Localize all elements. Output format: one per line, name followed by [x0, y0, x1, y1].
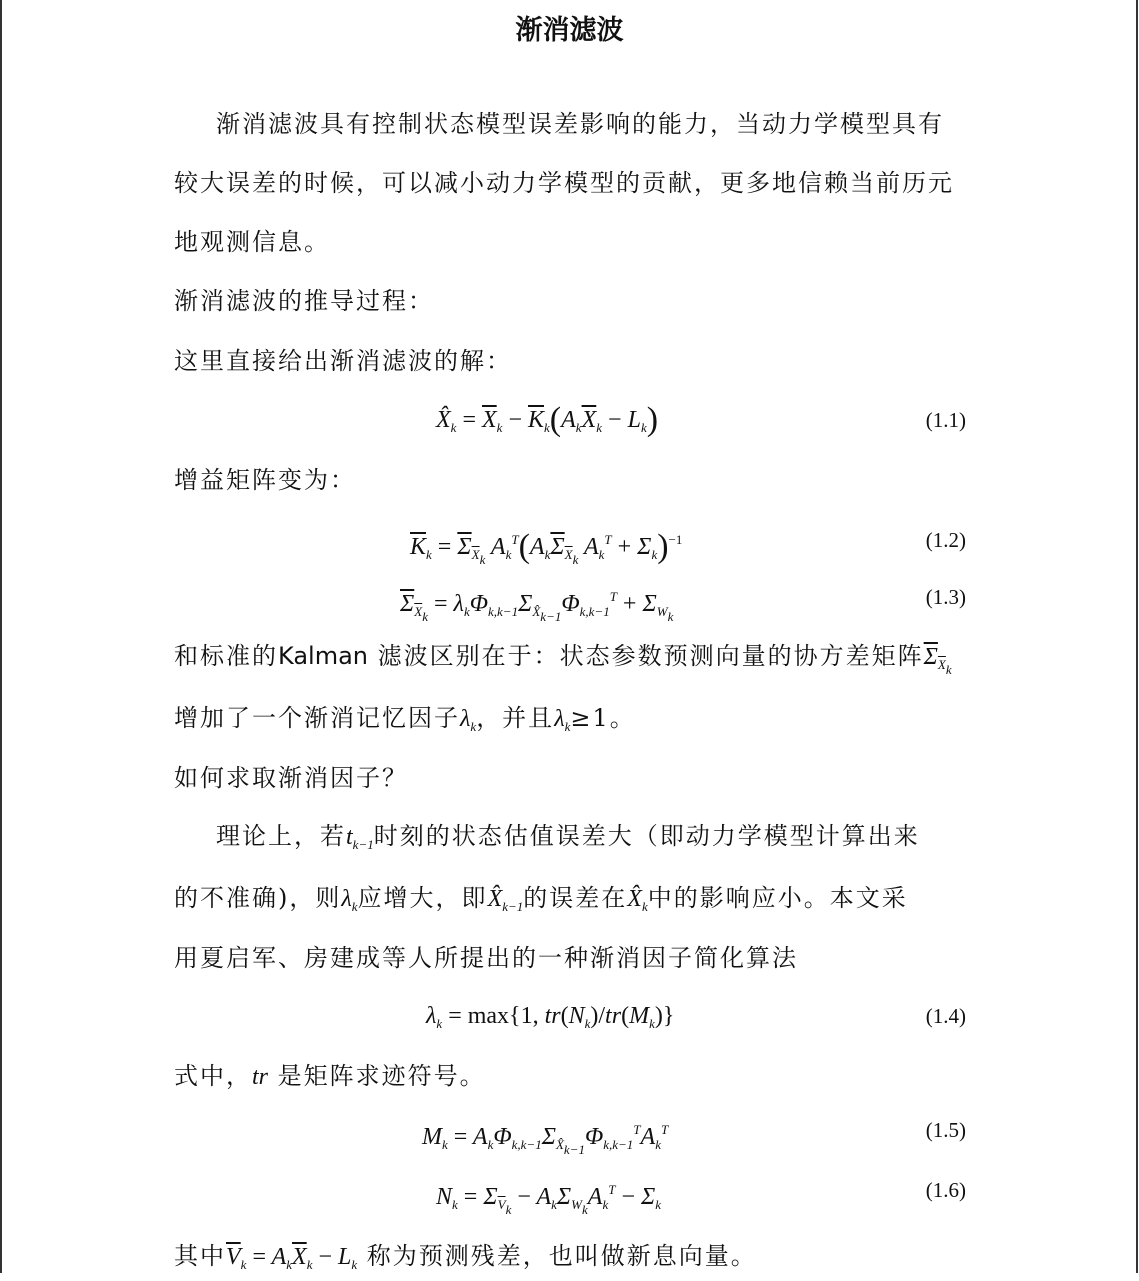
residual-line: 其中$\overline{V}_k = A_k\overline{X}_k - L_k$ 称为预测残差，也叫做新息向量。 — [174, 1242, 757, 1272]
equation-1-6 — [174, 1170, 966, 1217]
equation-number: (1.5) — [925, 1118, 966, 1142]
page-title: 渐消滤波 — [515, 15, 624, 46]
intro-line-2: 较大误差的时候，可以减小动力学模型的贡献，更多地信赖当前历元 — [174, 169, 954, 197]
text-segment: 增加了一个渐消记忆因子 — [174, 704, 460, 732]
derivation-heading: 渐消滤波的推导过程： — [174, 287, 434, 315]
text-segment: 应增大，即 — [357, 884, 488, 912]
text-segment: 中的影响应小。本文采 — [647, 884, 908, 912]
text-segment: 和标准的 — [174, 642, 278, 670]
kalman-difference-line-1: 和标准的Kalman 滤波区别在于：状态参数预测向量的协方差矩阵$\overline{\Sigma}_{\overline{X}_k}$ — [174, 642, 952, 677]
equation-1-3 — [174, 577, 966, 624]
text-segment: 的不准确)，则 — [174, 884, 342, 912]
equation-formula: $\overline{\Sigma}_{\overline{X}_k} = \lambda_k\Phi_{k,k-1}\Sigma_{X̂_{k-1}}\Phi_{k,k-1}^T + \Sigma_{W_k}$ — [400, 589, 674, 624]
text-segment: ，并且 — [476, 704, 555, 732]
page-border-right — [1136, 0, 1138, 1273]
kalman-term: Kalman — [278, 642, 368, 670]
text-segment: 称为预测残差，也叫做新息向量。 — [366, 1242, 757, 1270]
equation-number: (1.4) — [925, 1004, 966, 1028]
text-segment: 的误差在 — [523, 884, 628, 912]
equation-formula: $\overline{K}_k = \overline{\Sigma}_{\overline{X}_k}$ $A_k^T(A_k\overline{\Sigma}_{\overline{X}_k}$ $A_k^T + \Sigma_k)^{-1}$ — [410, 528, 683, 567]
theory-line-2: 的不准确)，则$\lambda_k$应增大，即$X̂_{k-1}$的误差在$X̂_k$中的影响应小。本文采 — [174, 884, 908, 914]
trace-symbol: tr — [252, 1064, 269, 1090]
equation-number: (1.2) — [925, 528, 966, 552]
text-segment: 滤波区别在于：状态参数预测向量的协方差矩阵 — [377, 642, 924, 670]
text-segment: 时刻的状态估值误差大（即动力学模型计算出来 — [373, 822, 920, 850]
text-segment: 理论上，若 — [216, 822, 346, 850]
gain-intro: 增益矩阵变为： — [174, 466, 356, 494]
equation-formula: $\lambda_k = \max\{1$, $tr(N_k)/tr(M_k)$} — [426, 1003, 675, 1031]
equation-1-2 — [174, 520, 966, 567]
equation-formula: $X̂_k = \overline{X}_k - \overline{K}_k(A_k\overline{X}_k - L_k)$ — [436, 401, 659, 438]
text-segment: 式中， — [174, 1062, 252, 1090]
page-border-left — [0, 0, 2, 1273]
equation-1-1 — [174, 400, 966, 440]
text-segment: 其中 — [174, 1242, 226, 1270]
kalman-difference-line-2: 增加了一个渐消记忆因子$\lambda_k$，并且$\lambda_k\ge 1$。 — [174, 704, 636, 734]
theory-line-1: 理论上，若$t_{k-1}$时刻的状态估值误差大（即动力学模型计算出来 — [216, 822, 920, 852]
equation-formula: $N_k = \Sigma_{\overline{V}_k} - A_k\Sigma_{W_k}A_k^T - \Sigma_k$ — [436, 1182, 662, 1217]
equation-number: (1.1) — [925, 408, 966, 432]
equation-number: (1.3) — [925, 585, 966, 609]
question-heading: 如何求取渐消因子？ — [174, 764, 408, 792]
intro-line-1: 渐消滤波具有控制状态模型误差影响的能力，当动力学模型具有 — [216, 110, 944, 138]
equation-1-4 — [174, 996, 966, 1036]
solution-intro: 这里直接给出渐消滤波的解： — [174, 347, 512, 375]
equation-1-5 — [174, 1110, 966, 1157]
equation-number: (1.6) — [925, 1178, 966, 1202]
text-segment: 是矩阵求迹符号。 — [277, 1062, 486, 1090]
trace-note — [174, 1060, 966, 1093]
theory-line-3: 用夏启军、房建成等人所提出的一种渐消因子简化算法 — [174, 944, 798, 972]
equation-formula: $M_k = A_k\Phi_{k,k-1}\Sigma_{X̂_{k-1}}\Phi_{k,k-1}^TA_k^T$ — [422, 1122, 669, 1157]
intro-line-3: 地观测信息。 — [174, 228, 330, 256]
text-segment: ≥1。 — [570, 704, 636, 732]
